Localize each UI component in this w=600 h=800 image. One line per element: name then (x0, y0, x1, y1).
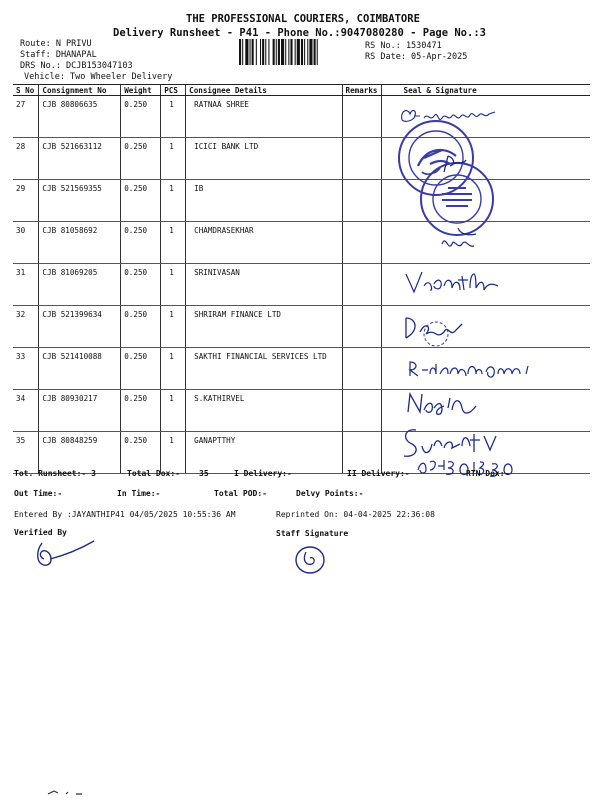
cell-pcs: 1 (161, 390, 186, 432)
cell-consignment-no: CJB 521569355 (39, 180, 121, 222)
col-seal-signature: Seal & Signature (381, 85, 590, 96)
cell-pcs: 1 (161, 138, 186, 180)
cell-consignment-no: CJB 521410088 (39, 348, 121, 390)
cell-sno: 27 (13, 96, 39, 138)
col-weight: Weight (121, 85, 161, 96)
cell-weight: 0.250 (121, 348, 161, 390)
cell-sno: 28 (13, 138, 39, 180)
page-title: THE PROFESSIONAL COURIERS, COIMBATORE (186, 13, 420, 25)
cell-remarks (342, 306, 381, 348)
cell-pcs: 1 (161, 222, 186, 264)
cell-pcs: 1 (161, 264, 186, 306)
delvy-points-label: Delvy Points:- (296, 489, 364, 498)
rs-number: RS No.: 1530471 (365, 41, 442, 51)
cell-sno: 29 (13, 180, 39, 222)
cell-consignment-no: CJB 81058692 (39, 222, 121, 264)
cell-sno: 32 (13, 306, 39, 348)
signature-row-35 (398, 426, 538, 474)
signature-row-30 (440, 232, 476, 250)
verified-by-label: Verified By (14, 528, 67, 537)
col-consignee: Consignee Details (186, 85, 342, 96)
cell-weight: 0.250 (121, 432, 161, 474)
signature-row-34 (406, 390, 486, 418)
cell-consignee: SRINIVASAN (186, 264, 342, 306)
vehicle-label: Vehicle: Two Wheeler Delivery (24, 72, 173, 82)
tot-runsheet: Tot. Runsheet:- 3 (14, 469, 96, 478)
cell-consignment-no: CJB 80930217 (39, 390, 121, 432)
cell-remarks (342, 348, 381, 390)
rs-date: RS Date: 05-Apr-2025 (365, 52, 468, 62)
cell-consignee: CHAMDRASEKHAR (186, 222, 342, 264)
cell-remarks (342, 432, 381, 474)
drs-number: DRS No.: DCJB153047103 (20, 61, 133, 71)
cell-remarks (342, 390, 381, 432)
cell-consignee: GANAPTTHY (186, 432, 342, 474)
table-row (13, 180, 590, 222)
cell-remarks (342, 264, 381, 306)
table-row (13, 138, 590, 180)
col-remarks: Remarks (342, 85, 381, 96)
stray-mark (46, 788, 86, 796)
cell-pcs: 1 (161, 348, 186, 390)
cell-consignment-no: CJB 80848259 (39, 432, 121, 474)
cell-sno: 35 (13, 432, 39, 474)
initials-row-28 (440, 152, 470, 176)
total-dox-value: 35 (199, 469, 209, 478)
cell-consignee: SHRIRAM FINANCE LTD (186, 306, 342, 348)
cell-pcs: 1 (161, 96, 186, 138)
cell-remarks (342, 138, 381, 180)
cell-consignment-no: CJB 521663112 (39, 138, 121, 180)
verified-by-signature (30, 535, 100, 571)
col-sno: S No (13, 85, 39, 96)
cell-weight: 0.250 (121, 138, 161, 180)
staff-signature-label: Staff Signature (276, 529, 349, 538)
out-time-label: Out Time:- (14, 489, 63, 498)
table-row (13, 306, 590, 348)
col-consignment: Consignment No (39, 85, 121, 96)
cell-pcs: 1 (161, 432, 186, 474)
entered-by: Entered By :JAYANTHIP41 04/05/2025 10:55:36 AM (14, 510, 236, 519)
signature-row-31 (404, 268, 504, 298)
reprinted-on: Reprinted On: 04-04-2025 22:36:08 (276, 510, 435, 519)
runsheet-subtitle: Delivery Runsheet - P41 - Phone No.:9047080280 - Page No.:3 (113, 27, 486, 39)
staff-label: Staff: DHANAPAL (20, 50, 97, 60)
cell-weight: 0.250 (121, 96, 161, 138)
cell-sno: 33 (13, 348, 39, 390)
signature-row-32 (400, 308, 470, 346)
barcode (238, 39, 356, 65)
cell-consignee: ICICI BANK LTD (186, 138, 342, 180)
cell-consignee: S.KATHIRVEL (186, 390, 342, 432)
staff-signature-mark (292, 540, 332, 576)
cell-remarks (342, 222, 381, 264)
cell-consignee: RATNAA SHREE (186, 96, 342, 138)
cell-consignment-no: CJB 521399634 (39, 306, 121, 348)
table-header-row (13, 85, 590, 96)
cell-consignment-no: CJB 81069205 (39, 264, 121, 306)
rtn-dox-label: RTN Dox:- (466, 469, 510, 478)
signature-row-33 (408, 358, 538, 380)
route-label: Route: N PRIVU (20, 39, 92, 49)
cell-weight: 0.250 (121, 264, 161, 306)
cell-consignee: SAKTHI FINANCIAL SERVICES LTD (186, 348, 342, 390)
cell-sno: 31 (13, 264, 39, 306)
cell-consignment-no: CJB 80806635 (39, 96, 121, 138)
cell-pcs: 1 (161, 306, 186, 348)
i-delivery-label: I Delivery:- (234, 469, 292, 478)
cell-sno: 30 (13, 222, 39, 264)
ii-delivery-label: II Delivery:- (347, 469, 410, 478)
cell-weight: 0.250 (121, 222, 161, 264)
total-dox-label: Total Dox:- (127, 469, 180, 478)
cell-sno: 34 (13, 390, 39, 432)
table-row (13, 222, 590, 264)
cell-consignee: IB (186, 180, 342, 222)
col-pcs: PCS (161, 85, 186, 96)
total-pod-label: Total POD:- (214, 489, 267, 498)
cell-remarks (342, 180, 381, 222)
cell-pcs: 1 (161, 180, 186, 222)
cell-weight: 0.250 (121, 390, 161, 432)
cell-remarks (342, 96, 381, 138)
cell-weight: 0.250 (121, 180, 161, 222)
cell-weight: 0.250 (121, 306, 161, 348)
in-time-label: In Time:- (117, 489, 161, 498)
